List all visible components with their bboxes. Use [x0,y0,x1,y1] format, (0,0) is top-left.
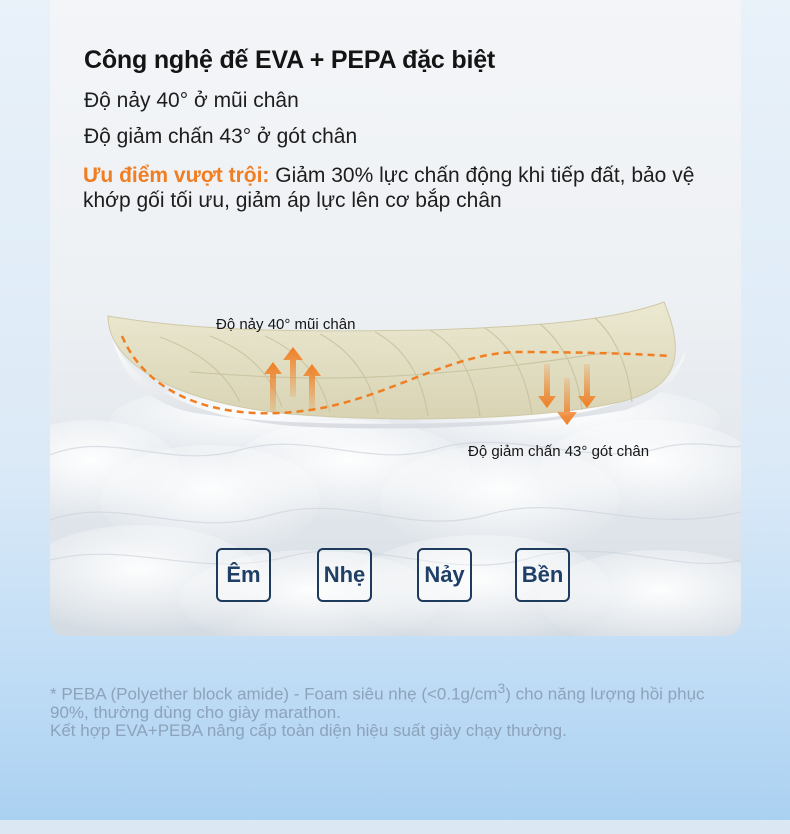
badge-soft: Êm [216,548,271,602]
rebound-callout: Độ nảy 40° mũi chân [216,316,356,333]
footnote-line1: * PEBA (Polyether block amide) - Foam siêu nhẹ (<0.1g/cm [50,684,498,704]
badge-bouncy: Nảy [417,548,472,602]
footnote-line1-end: ) cho năng lượng hồi phục 90%, thường dùng cho giày marathon. [50,684,705,722]
advantage-text [83,163,703,213]
footnote-superscript: 3 [497,681,506,697]
footnote [50,680,710,740]
footnote-line2: Kết hợp EVA+PEBA nâng cấp toàn diện hiệu suất giày chạy thường. [50,720,567,740]
cushion-callout: Độ giảm chấn 43° gót chân [468,443,650,460]
badge-durable: Bền [515,548,570,602]
headline: Công nghệ đế EVA + PEPA đặc biệt [84,46,496,74]
advantage-label: Ưu điểm vượt trội: [83,164,270,187]
spec-cushioning: Độ giảm chấn 43° ở gót chân [84,125,358,148]
badge-light: Nhẹ [317,548,372,602]
spec-rebound: Độ nảy 40° ở mũi chân [84,89,299,112]
advantage-description: Giảm 30% lực chấn động khi tiếp đất, bảo vệ khớp gối tối ưu, giảm áp lực lên cơ bắp chân [83,164,695,212]
bottom-band [0,820,790,834]
shoe-sole-diagram [50,292,690,442]
